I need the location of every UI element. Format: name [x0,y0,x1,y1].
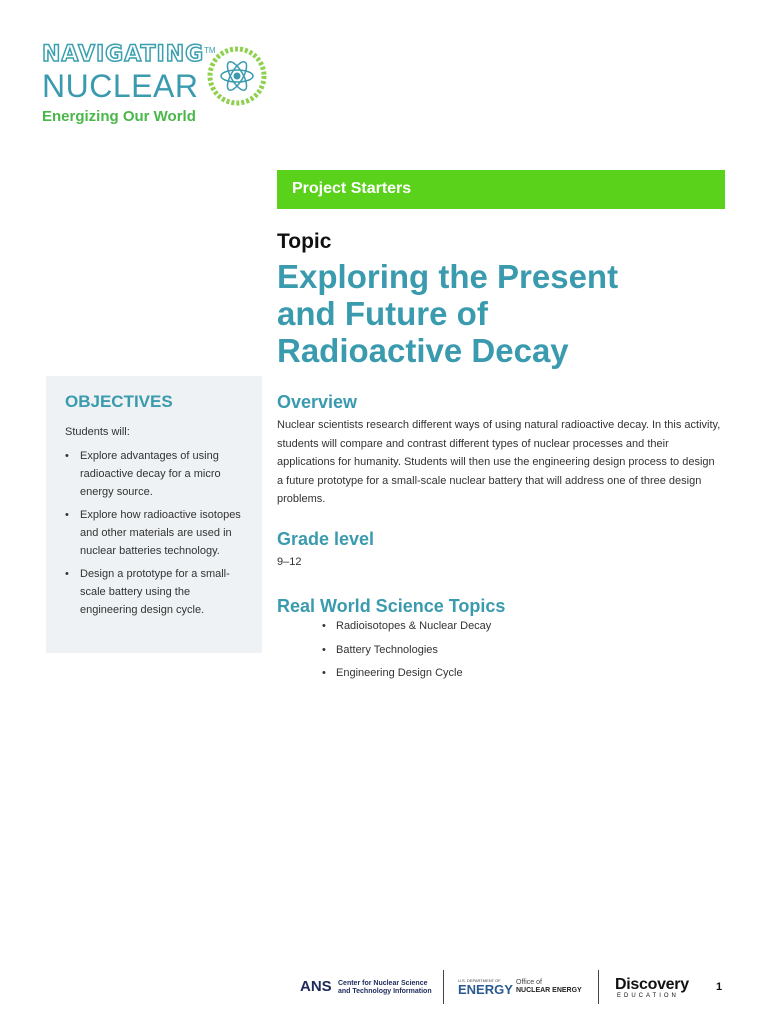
project-starters-banner: Project Starters [277,170,725,209]
navigating-nuclear-logo [42,42,282,132]
topic-label: Topic [277,230,332,253]
ans-logo: ANS [300,978,332,995]
logo-tagline: Energizing Our World [42,108,196,125]
real-world-list [322,620,491,691]
title-line-1: Exploring the Present [277,258,619,295]
real-world-item: • Engineering Design Cycle [322,667,491,691]
doe-office-text: Office of [516,979,542,986]
grade-level-heading: Grade level [277,529,375,549]
grade-level-value: 9–12 [277,556,302,568]
overview-text: Nuclear scientists research different ways of using natural radioactive decay. In this activity, students will compare and contrast different types of nuclear processes and their applications for humanity. Students will then use the engineering design process to design a future prototype for a small-scale nuclear battery that will address one of three design problems. [277,419,721,505]
footer-divider [598,970,599,1004]
objective-item: • Explore advantages of using radioactive decay for a micro energy source. [65,447,244,501]
page-title [277,258,717,369]
atom-icon [204,44,308,148]
doe-energy-logo: ENERGY [458,982,513,997]
page-number: 1 [716,981,723,993]
discovery-logo: Discovery [615,976,689,993]
overview-heading: Overview [277,392,358,412]
objective-item: • Design a prototype for a small-scale battery using the engineering design cycle. [65,565,244,619]
objectives-box [46,376,262,653]
discovery-education-text: EDUCATION [617,993,679,999]
title-line-2: and Future of [277,295,488,332]
objectives-heading: OBJECTIVES [65,392,173,411]
objective-item: • Explore how radioactive isotopes and other materials are used in nuclear batteries technology. [65,506,244,560]
logo-line2: NUCLEAR [42,68,199,104]
doe-nuclear-energy-text: NUCLEAR ENERGY [516,987,582,994]
footer-divider [443,970,444,1004]
real-world-item: • Battery Technologies [322,644,491,668]
doe-department-text: U.S. DEPARTMENT OF [458,978,501,983]
footer [0,968,770,1008]
objectives-list [65,447,244,619]
real-world-item: • Radioisotopes & Nuclear Decay [322,620,491,644]
title-line-3: Radioactive Decay [277,332,569,369]
real-world-heading: Real World Science Topics [277,596,506,616]
ans-center-text: Center for Nuclear Science and Technology Information [338,980,432,995]
logo-line1: NAVIGATING [42,42,205,67]
objectives-intro: Students will: [65,426,130,438]
logo-trademark: TM [204,46,216,55]
